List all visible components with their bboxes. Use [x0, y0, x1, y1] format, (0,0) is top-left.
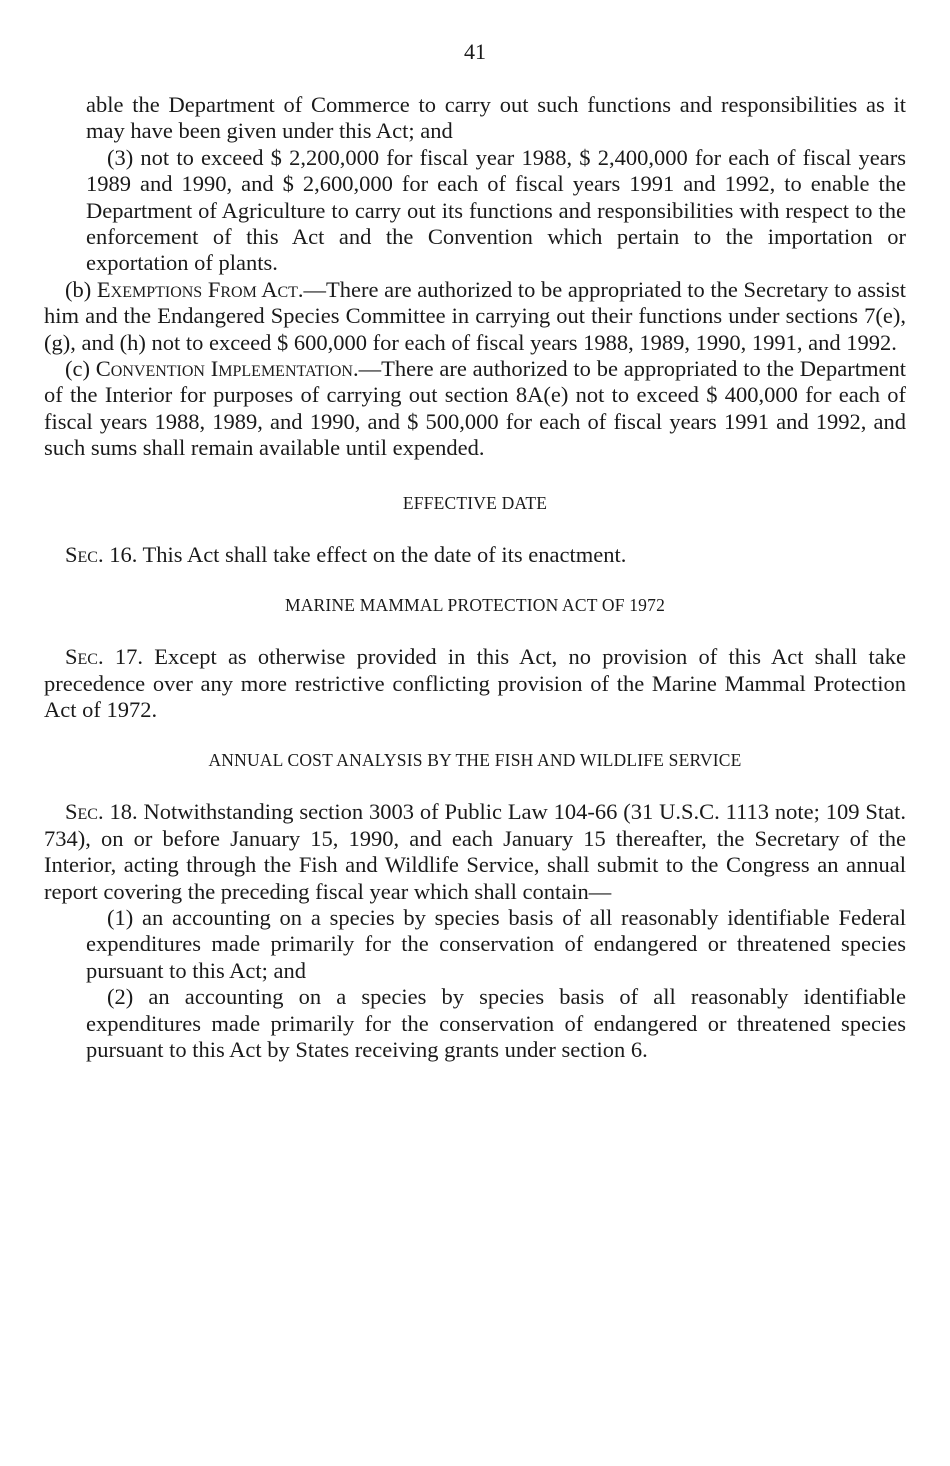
continuation-paragraph: able the Department of Commerce to carry out such functions and responsibilities as it may have been given under this Act; and: [86, 92, 906, 144]
section-16-label: Sec.: [65, 541, 104, 567]
subsection-b-caption: Exemptions From Act.: [96, 276, 304, 302]
subsection-b-label: (b): [65, 276, 97, 302]
section-17-text: 17. Except as otherwise provided in this Act, no provision of this Act shall take precedence over any more restrictive conflicting provision of the Marine Mammal Protection Act of 1972.: [44, 644, 906, 722]
subsection-b-text: —There are authorized to be appropriated to the Secretary to assist him and the Endangered Species Committee in carrying out their functions under sections 7(e), (g), and (h) not to exceed $ 600,000 for each of fiscal years 1988, 1989, 1990, 1991, and 1992.: [44, 276, 906, 355]
subsection-c-paragraph: [44, 356, 906, 462]
document-page: [44, 0, 906, 1063]
section-17-heading: MARINE MAMMAL PROTECTION ACT OF 1972: [284, 595, 666, 616]
item-3-paragraph: (3) not to exceed $ 2,200,000 for fiscal year 1988, $ 2,400,000 for each of fiscal years 1989 and 1990, and $ 2,600,000 for each of fiscal years 1991 and 1992, to enable the Department of Agriculture to carry out its functions and responsibilities with respect to the enforcement of this Act and the Convention which pertain to the importation or exportation of plants.: [86, 144, 906, 276]
subsection-c-caption: Convention Implementation.: [95, 356, 359, 382]
subsection-c-text: —There are authorized to be appropriated to the Department of the Interior for purposes of carrying out section 8A(e) not to exceed $ 400,000 for each of fiscal years 1988, 1989, and 1990, and $ 500,000 for each of fiscal years 1991 and 1992, and such sums shall remain available until expended.: [44, 356, 906, 461]
section-16-text: 16. This Act shall take effect on the date of its enactment.: [103, 541, 627, 567]
section-16-heading: EFFECTIVE DATE: [402, 492, 548, 513]
subsection-b-paragraph: [44, 277, 906, 356]
section-18-label: Sec.: [65, 799, 104, 825]
section-18-item-1: (1) an accounting on a species by species basis of all reasonably identifiable Federal expenditures made primarily for the conservation of endangered or threatened species pursuant to this Act; and: [86, 904, 906, 983]
section-17-paragraph: [44, 644, 906, 723]
section-18-item-2: (2) an accounting on a species by species basis of all reasonably identifiable expenditures made primarily for the conservation of endangered or threatened species pursuant to this Act by States receiving grants under section 6.: [86, 984, 906, 1062]
section-18-text: 18. Notwithstanding section 3003 of Public Law 104-66 (31 U.S.C. 1113 note; 109 Stat. 734), on or before January 15, 1990, and each January 15 thereafter, the Secretary of the Interior, acting through the Fish and Wildlife Service, shall submit to the Congress an annual report covering the preceding fiscal year which shall contain—: [44, 799, 906, 904]
section-17-label: Sec.: [65, 644, 104, 670]
section-16-paragraph: [44, 542, 906, 568]
page-number: 41: [464, 39, 486, 64]
section-18-paragraph: [44, 799, 906, 905]
section-18-heading: ANNUAL COST ANALYSIS BY THE FISH AND WILDLIFE SERVICE: [208, 750, 742, 771]
subsection-c-label: (c): [65, 356, 96, 382]
